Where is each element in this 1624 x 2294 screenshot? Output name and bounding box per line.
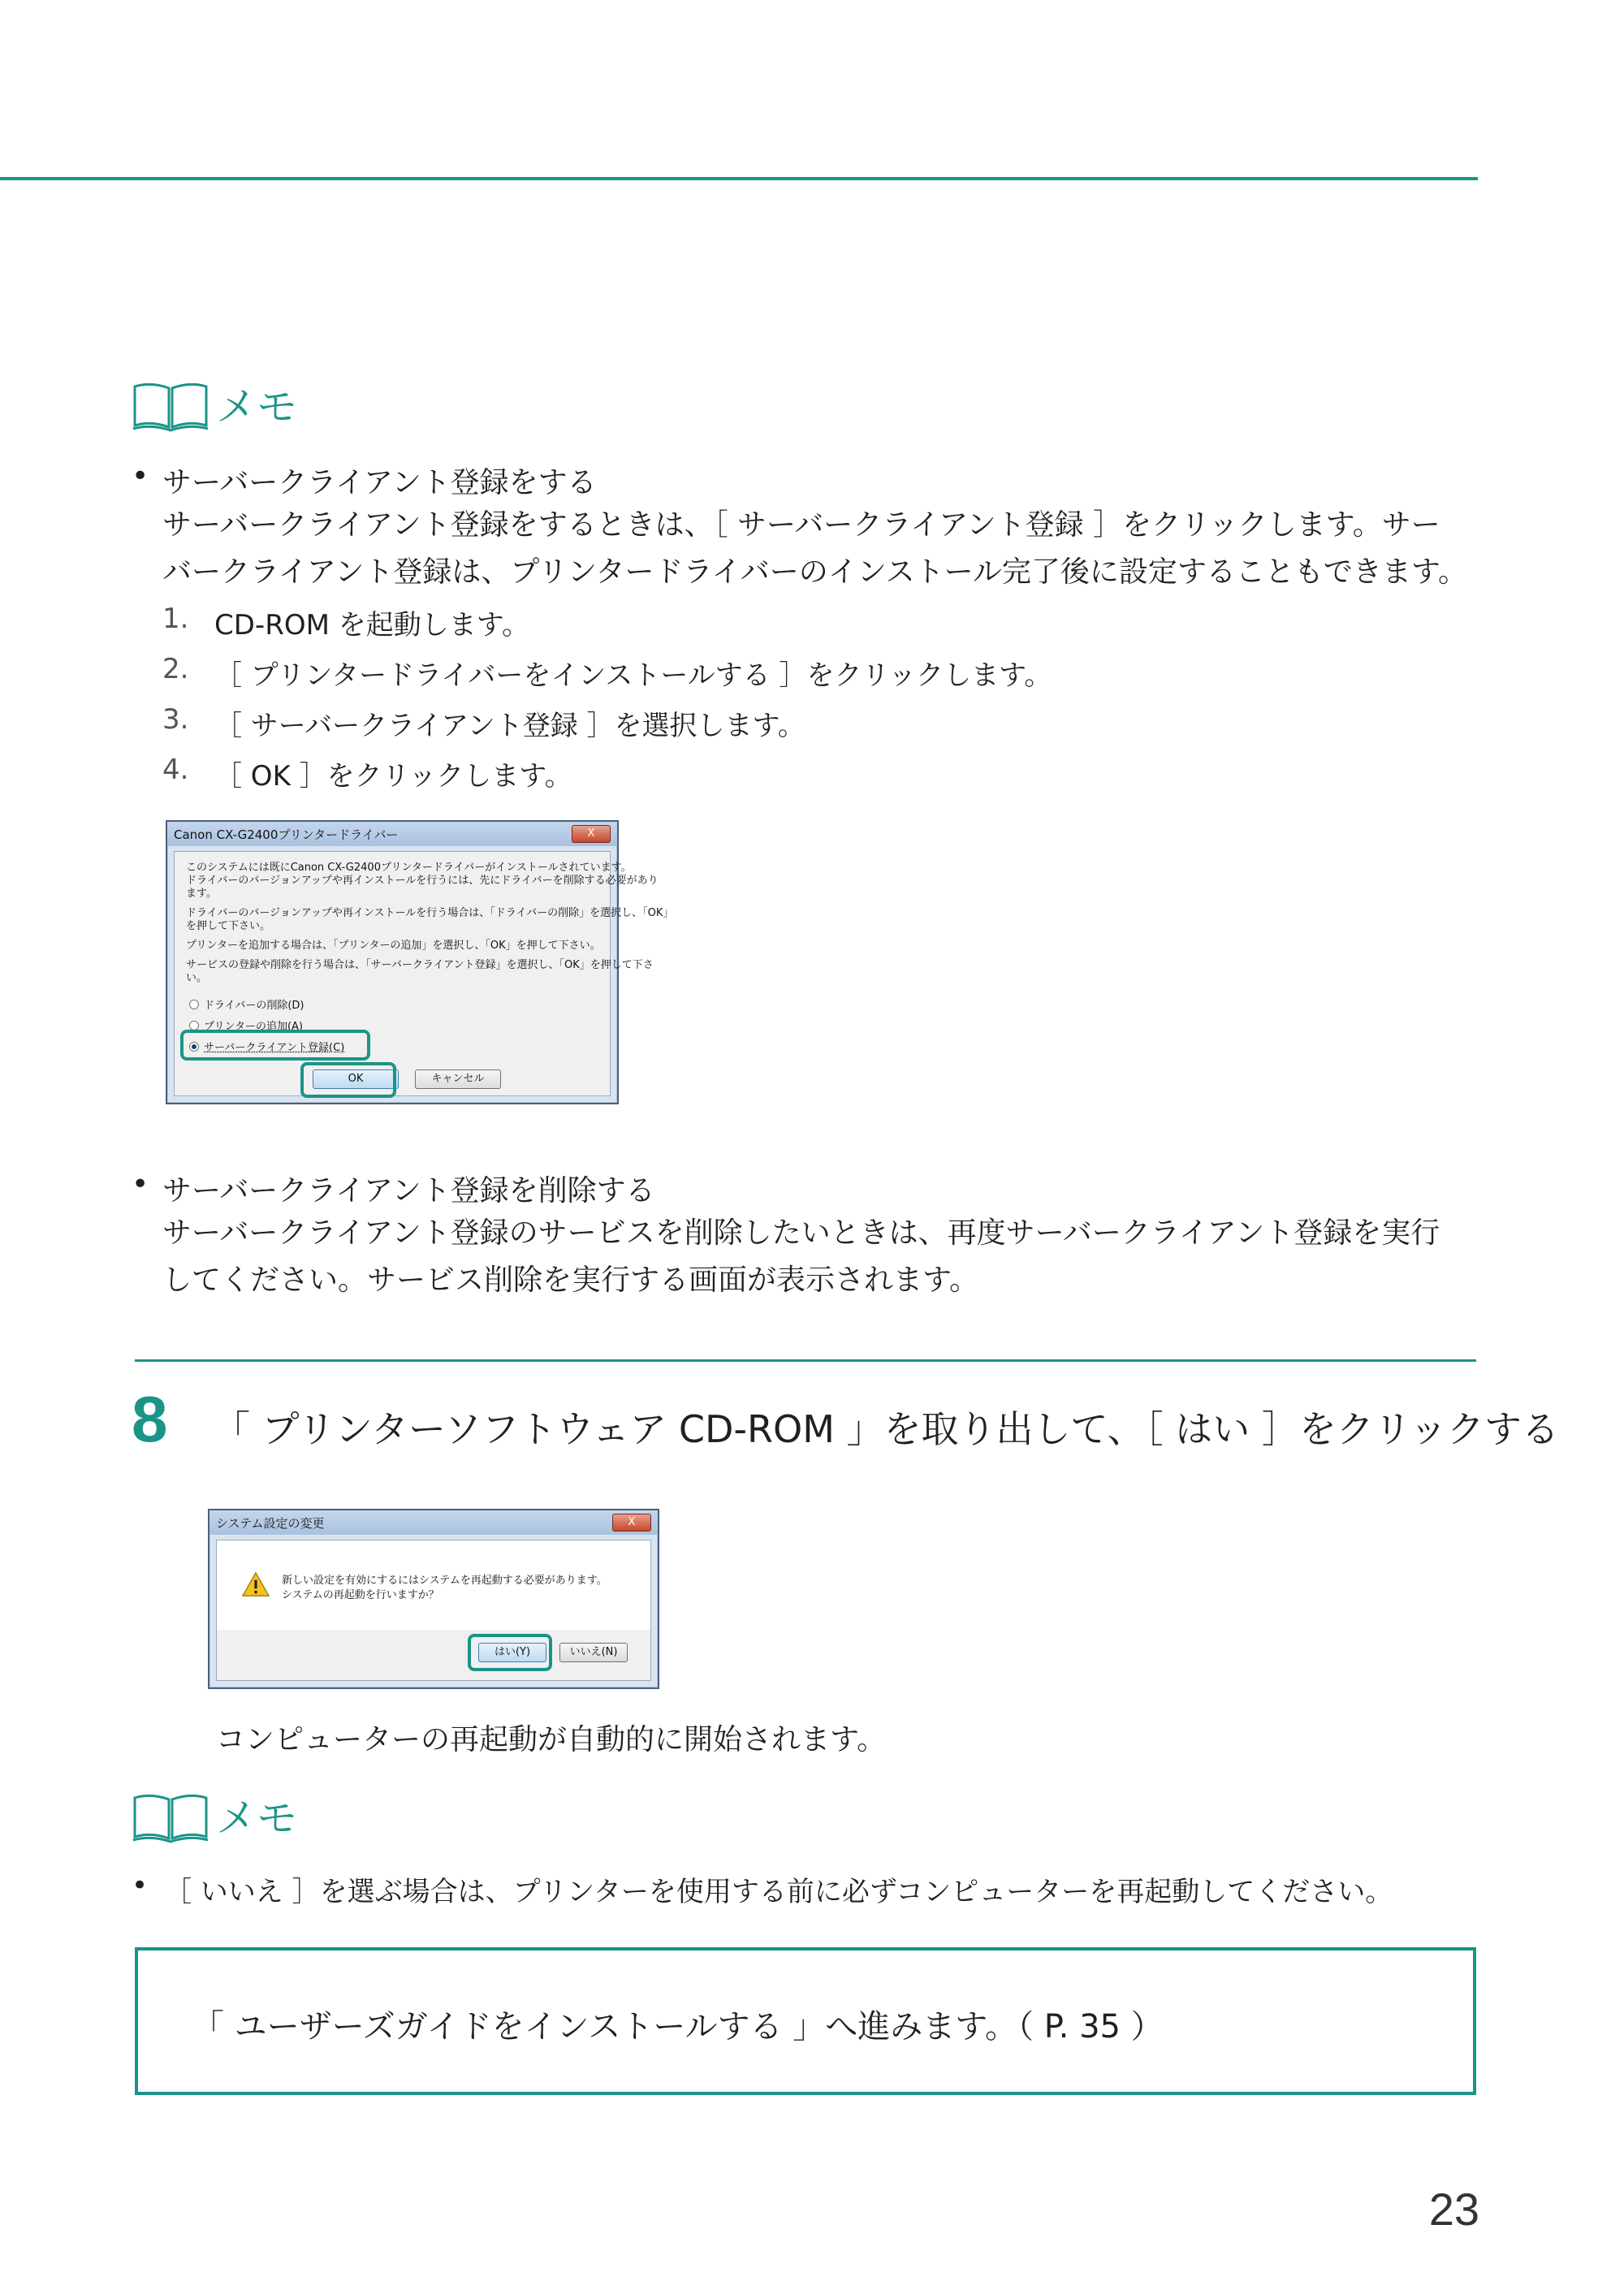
result-text: コンピューターの再起動が自動的に開始されます。: [216, 1723, 887, 1756]
dialog-text-line: ドライバーのバージョンアップや再インストールを行う場合は、「ドライバーの削除」を選択し、「OK」: [186, 907, 674, 919]
dialog-text-line: プリンターを追加する場合は、「プリンターの追加」を選択し、「OK」を押して下さい。: [186, 940, 601, 952]
paragraph-line: バークライアント登録は、プリンタードライバーのインストール完了後に設定することもできます。: [162, 555, 1468, 589]
step-item: [162, 653, 1052, 693]
bullet-title: [132, 460, 597, 501]
highlight-server-client: [180, 1030, 370, 1061]
bullet-dot: •: [132, 1869, 149, 1902]
dialog-titlebar: [167, 822, 617, 846]
warning-icon: [241, 1571, 270, 1597]
ok-button[interactable]: OK: [313, 1069, 399, 1089]
system-change-dialog-screenshot: [208, 1509, 659, 1689]
bullet-title-text: サーバークライアント登録を削除する: [162, 1174, 655, 1207]
highlight-ok: [300, 1062, 396, 1098]
step-item: [162, 703, 806, 743]
top-rule: [0, 177, 1478, 180]
paragraph: [162, 1210, 1440, 1304]
step-item: [162, 603, 529, 642]
step-item: [162, 754, 572, 793]
book-icon: [132, 1791, 209, 1845]
highlight-yes: [468, 1634, 552, 1671]
memo-heading: [132, 380, 297, 434]
dialog-titlebar: [209, 1510, 658, 1535]
dialog-text-line: システムの再起動を行いますか？: [282, 1589, 439, 1601]
dialog-text-line: ます。: [186, 888, 217, 900]
dialog-text-line: ドライバーのバージョンアップや再インストールを行うには、先にドライバーを削除する必要があり: [186, 875, 659, 887]
dialog-text-line: 新しい設定を有効にするにはシステムを再起動する必要があります。: [282, 1575, 607, 1587]
step-number: 3.: [162, 703, 189, 736]
bullet-dot: •: [132, 460, 149, 493]
bullet-text: ［ いいえ ］を選ぶ場合は、プリンターを使用する前に必ずコンピューターを再起動してください。: [164, 1876, 1393, 1908]
step-number: 1.: [162, 603, 189, 635]
dialog-text-line: サービスの登録や削除を行う場合は、「サーバークライアント登録」を選択し、「OK」を押して下さ: [186, 959, 654, 971]
bullet-item: [132, 1869, 1393, 1909]
close-button[interactable]: X: [612, 1514, 651, 1531]
step-text: ［ プリンタードライバーをインストールする ］をクリックします。: [214, 659, 1052, 692]
radio-label: プリンターの追加(A): [204, 1021, 303, 1033]
yes-button[interactable]: はい(Y): [478, 1643, 546, 1662]
step-number: 4.: [162, 754, 189, 786]
bullet-dot: •: [132, 1168, 149, 1201]
next-step-link[interactable]: 「 ユーザーズガイドをインストールする 」へ進みます。（ P. 35 ）: [192, 2008, 1164, 2046]
cancel-button[interactable]: キャンセル: [415, 1069, 501, 1089]
close-button[interactable]: X: [572, 825, 611, 843]
paragraph-line: サーバークライアント登録をするときは、［ サーバークライアント登録 ］をクリックします。サー: [162, 508, 1440, 542]
radio-circle: [189, 1021, 199, 1030]
step-number: 2.: [162, 653, 189, 685]
radio-label: サーバークライアント登録(C): [204, 1042, 345, 1054]
dialog-text-line: このシステムには既にCanon CX-G2400プリンタードライバーがインストールされています。: [186, 862, 632, 874]
memo-heading: [132, 1791, 297, 1845]
dialog-title: Canon CX-G2400プリンタードライバー: [174, 827, 399, 842]
step-text: ［ OK ］をクリックします。: [214, 760, 572, 793]
radio-circle: [189, 1000, 199, 1009]
dialog-text-line: い。: [186, 972, 208, 984]
paragraph-line: してください。サービス削除を実行する画面が表示されます。: [162, 1264, 979, 1297]
step-heading: 「 プリンターソフトウェア CD-ROM 」を取り出して、［ はい ］をクリックする: [213, 1407, 1559, 1451]
step-text: CD-ROM を起動します。: [214, 609, 529, 642]
paragraph: [162, 502, 1467, 596]
driver-dialog-screenshot: [166, 820, 674, 1104]
dialog-body: [216, 1540, 651, 1681]
page-number: 23: [1428, 2184, 1479, 2235]
dialog-text-line: を押して下さい。: [186, 920, 271, 932]
step-text: ［ サーバークライアント登録 ］を選択します。: [214, 710, 806, 742]
dialog-title: システム設定の変更: [216, 1515, 325, 1531]
step-number-large: 8: [132, 1383, 168, 1455]
radio-label: ドライバーの削除(D): [204, 1000, 304, 1012]
memo-label: メモ: [216, 1795, 297, 1842]
memo-label: メモ: [216, 383, 297, 430]
next-step-box: [135, 1947, 1476, 2095]
paragraph-line: サーバークライアント登録のサービスを削除したいときは、再度サーバークライアント登録を実行: [162, 1216, 1440, 1250]
no-button[interactable]: いいえ(N): [559, 1643, 628, 1662]
radio-delete-driver[interactable]: [189, 996, 304, 1012]
section-rule: [135, 1359, 1476, 1362]
book-icon: [132, 380, 209, 434]
bullet-title-text: サーバークライアント登録をする: [162, 466, 597, 499]
bullet-title: [132, 1168, 655, 1209]
